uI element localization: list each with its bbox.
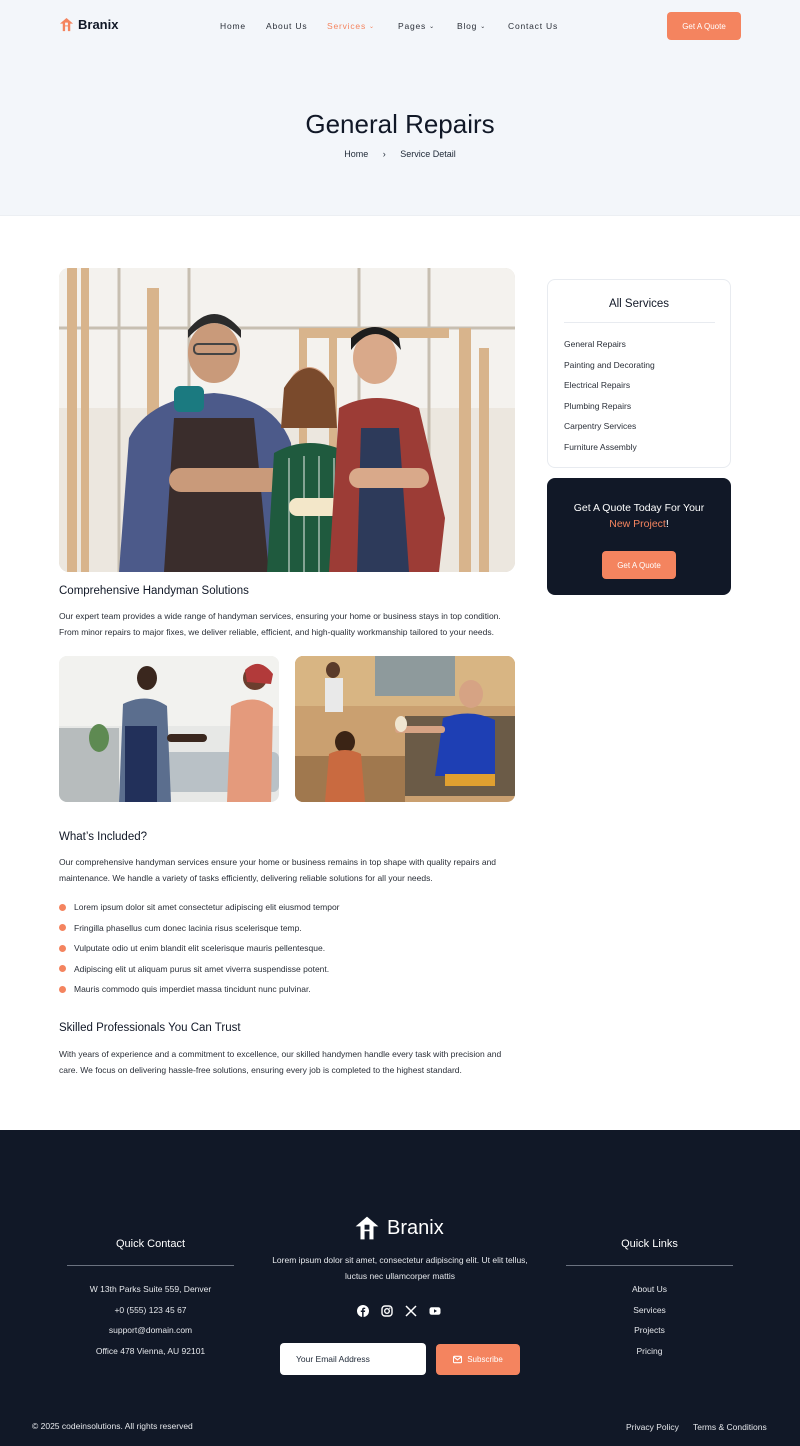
breadcrumb-current: Service Detail [400, 149, 456, 159]
quick-links-title: Quick Links [621, 1238, 678, 1250]
all-services-card [547, 279, 731, 468]
professionals-paragraph: With years of experience and a commitment to excellence, our skilled handymen handle every task with precision and care. We focus on delivering hassle-free solutions, ensuring every job is completed to the highest standard. [59, 1049, 502, 1075]
social-links [357, 1305, 441, 1317]
x-icon[interactable] [405, 1305, 417, 1317]
divider [566, 1265, 733, 1266]
team-photo-illustration [59, 268, 515, 572]
youtube-icon[interactable] [429, 1305, 441, 1317]
handshake-illustration [59, 656, 279, 802]
all-services-title: All Services [608, 298, 670, 310]
breadcrumb [0, 149, 800, 159]
list-item [59, 918, 519, 939]
service-link-plumbing[interactable]: Plumbing Repairs [564, 400, 632, 411]
footer-logo[interactable] [353, 1215, 444, 1241]
divider [564, 322, 715, 323]
house-logo-icon [59, 17, 74, 32]
cta-heading [547, 500, 731, 532]
breadcrumb-home[interactable]: Home [344, 149, 369, 159]
cta-heading-line: Get A Quote Today For Your [573, 502, 705, 514]
service-link-carpentry[interactable]: Carpentry Services [564, 421, 637, 432]
subscribe-button[interactable] [436, 1344, 520, 1375]
nav-home-label: Home [220, 21, 246, 31]
cta-heading-end: ! [665, 518, 669, 530]
nav-pages[interactable] [398, 21, 435, 31]
services-list [564, 334, 655, 457]
handshake-photo [59, 656, 279, 802]
team-photo [59, 268, 515, 572]
instagram-icon[interactable] [381, 1305, 393, 1317]
list-item-text: Vulputate odio ut enim blandit elit scelerisque mauris pellentesque. [74, 943, 326, 954]
page-title: General Repairs [305, 109, 495, 139]
contact-list [67, 1279, 234, 1361]
cta-get-quote-button[interactable]: Get A Quote [602, 551, 676, 579]
bullet-icon [59, 986, 66, 993]
chevron-down-icon: ⌄ [480, 23, 487, 30]
page-hero [0, 52, 800, 216]
list-item-text: Fringilla phasellus cum donec lacinia risus scelerisque temp. [74, 922, 302, 933]
logo[interactable] [59, 17, 118, 32]
copyright-text: © 2025 codeinsolutions. All rights reserved [32, 1421, 193, 1431]
bullet-icon [59, 965, 66, 972]
facebook-icon[interactable] [357, 1305, 369, 1317]
cta-heading-accent: New Project [609, 518, 666, 530]
footer-logo-text: Branix [387, 1216, 444, 1239]
list-item [59, 938, 519, 959]
subscribe-label: Subscribe [467, 1355, 503, 1364]
repair-photo [295, 656, 515, 802]
bullet-icon [59, 924, 66, 931]
contact-phone[interactable]: +0 (555) 123 45 67 [114, 1304, 187, 1315]
nav-contact-label: Contact Us [508, 21, 559, 31]
service-link-electrical[interactable]: Electrical Repairs [564, 380, 631, 391]
section-heading-solutions: Comprehensive Handyman Solutions [59, 585, 249, 597]
bullet-icon [59, 945, 66, 952]
chevron-down-icon: ⌄ [429, 23, 435, 30]
contact-office: Office 478 Vienna, AU 92101 [95, 1345, 206, 1356]
footer-link-about[interactable]: About Us [632, 1284, 667, 1295]
nav-blog[interactable] [457, 21, 486, 31]
list-item-text: Adipiscing elit ut aliquam purus sit amet viverra suspendisse potent. [74, 963, 330, 974]
nav-services[interactable] [327, 21, 375, 31]
list-item [59, 959, 519, 980]
service-link-furniture[interactable]: Furniture Assembly [564, 441, 637, 452]
privacy-policy-link[interactable]: Privacy Policy [626, 1422, 679, 1432]
nav-services-label: Services [327, 21, 366, 31]
chevron-right-icon: › [382, 149, 386, 159]
bullet-icon [59, 904, 66, 911]
list-item-text: Lorem ipsum dolor sit amet consectetur adipiscing elit eiusmod tempor [74, 902, 340, 913]
quick-contact-title: Quick Contact [115, 1238, 186, 1250]
nav-blog-label: Blog [457, 21, 478, 31]
nav-about-label: About Us [266, 21, 308, 31]
footer-link-services[interactable]: Services [633, 1304, 666, 1315]
solutions-paragraph: Our expert team provides a wide range of handyman services, ensuring your home or business stays in top condition. From minor repairs to major fixes, we deliver reliable, efficient, and high-quality workmanship tailored to your needs. [59, 611, 501, 637]
service-link-general-repairs[interactable]: General Repairs [564, 339, 626, 350]
envelope-icon [453, 1355, 462, 1364]
get-quote-button[interactable]: Get A Quote [667, 12, 741, 40]
contact-email[interactable]: support@domain.com [108, 1325, 193, 1336]
site-header [0, 0, 800, 52]
repair-illustration [295, 656, 515, 802]
included-paragraph: Our comprehensive handyman services ensure your home or business remains in top shape with quality repairs and maintenance. We handle a variety of tasks efficiently, delivering reliable solutions for all your needs. [59, 857, 497, 883]
quote-cta-card [547, 478, 731, 595]
nav-pages-label: Pages [398, 21, 427, 31]
contact-address: W 13th Parks Suite 559, Denver [89, 1284, 212, 1295]
newsletter-email-input[interactable] [280, 1343, 426, 1375]
list-item [59, 897, 519, 918]
terms-link[interactable]: Terms & Conditions [693, 1422, 767, 1432]
section-heading-professionals: Skilled Professionals You Can Trust [59, 1022, 241, 1034]
section-heading-included: What’s Included? [59, 831, 148, 843]
quick-links-list [566, 1279, 733, 1361]
included-list [59, 897, 519, 1000]
nav-contact[interactable] [508, 21, 558, 31]
divider [67, 1265, 234, 1266]
footer-description: Lorem ipsum dolor sit amet, consectetur adipiscing elit. Ut elit tellus, luctus nec ullamcorper mattis [272, 1255, 528, 1281]
nav-home[interactable] [220, 21, 246, 31]
service-link-painting[interactable]: Painting and Decorating [564, 359, 655, 370]
chevron-down-icon: ⌄ [369, 23, 375, 30]
list-item-text: Mauris commodo quis imperdiet massa tincidunt nunc pulvinar. [74, 984, 311, 995]
logo-text: Branix [78, 17, 119, 32]
house-logo-icon [353, 1215, 381, 1241]
list-item [59, 979, 519, 1000]
footer-link-projects[interactable]: Projects [634, 1325, 665, 1336]
nav-about[interactable] [266, 21, 307, 31]
footer-link-pricing[interactable]: Pricing [636, 1345, 663, 1356]
site-footer [0, 1130, 800, 1446]
